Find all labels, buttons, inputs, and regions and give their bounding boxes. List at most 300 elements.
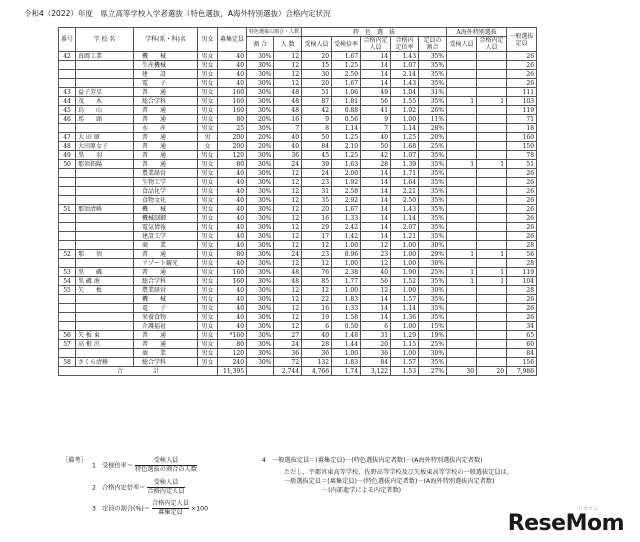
note2-label: 2 合格内定倍率＝	[92, 484, 146, 492]
row-count: 48	[274, 88, 302, 97]
row-ov-applicants	[447, 241, 477, 250]
row-pass-rate: 1.52	[391, 277, 419, 286]
header-school: 学 校 名	[76, 28, 134, 52]
row-gender: 男	[198, 133, 218, 142]
row-cap-ratio: 29%	[419, 250, 447, 259]
row-passed: 14	[361, 196, 391, 205]
row-capacity: 80	[218, 160, 247, 169]
row-ov-passed	[477, 295, 507, 304]
row-school: 矢 板	[76, 286, 134, 295]
row-dept: 生産機械	[134, 61, 198, 70]
table-row	[59, 331, 537, 340]
row-applicants: 23	[302, 178, 332, 187]
row-rate: 1.25	[332, 61, 361, 70]
row-rate: 0.96	[332, 250, 361, 259]
note3-fraction	[152, 500, 189, 517]
row-no	[59, 223, 76, 232]
table-row	[59, 358, 537, 367]
row-count: 12	[274, 313, 302, 322]
row-dept: 普 通	[134, 133, 198, 142]
table-row	[59, 277, 537, 286]
row-count: 12	[274, 79, 302, 88]
row-gender: 男女	[198, 322, 218, 331]
row-school: 益子芳星	[76, 88, 134, 97]
row-school	[76, 79, 134, 88]
row-dept: 電 子	[134, 304, 198, 313]
row-general: 26	[507, 169, 537, 178]
row-pass-rate: 1.00	[391, 322, 419, 331]
row-ov-applicants	[447, 70, 477, 79]
row-ov-passed	[477, 358, 507, 367]
row-ov-applicants	[447, 349, 477, 358]
row-no: 44	[59, 97, 76, 106]
row-no: 53	[59, 268, 76, 277]
row-passed: 12	[361, 259, 391, 268]
row-gender: 男女	[198, 151, 218, 160]
row-general: 104	[507, 277, 537, 286]
row-general: 28	[507, 241, 537, 250]
table-row	[59, 178, 537, 187]
row-ratio: 30%	[247, 232, 274, 241]
row-rate: 1.67	[332, 52, 361, 61]
table-row	[59, 196, 537, 205]
row-rate: 2.92	[332, 196, 361, 205]
row-general: 26	[507, 196, 537, 205]
row-general: 26	[507, 70, 537, 79]
row-rate: 1.14	[332, 124, 361, 133]
row-no	[59, 214, 76, 223]
row-dept: 普 通	[134, 331, 198, 340]
row-ov-passed	[477, 196, 507, 205]
row-capacity: 200	[218, 133, 247, 142]
row-ov-passed	[477, 169, 507, 178]
row-ov-passed	[477, 61, 507, 70]
row-ov-passed	[477, 187, 507, 196]
row-rate: 1.42	[332, 232, 361, 241]
row-cap-ratio: 35%	[419, 277, 447, 286]
row-general: 56	[507, 250, 537, 259]
row-applicants: 50	[302, 133, 332, 142]
row-no	[59, 124, 76, 133]
row-pass-rate: 1.02	[391, 106, 419, 115]
row-passed: 6	[361, 322, 391, 331]
row-gender: 男女	[198, 250, 218, 259]
row-gender: 男女	[198, 214, 218, 223]
row-ratio: 30%	[247, 322, 274, 331]
row-ov-applicants	[447, 106, 477, 115]
row-cap-ratio: 35%	[419, 214, 447, 223]
row-ratio: 30%	[247, 250, 274, 259]
note1-bottom: 特色選抜の割合の人数	[135, 466, 197, 473]
row-count: 36	[274, 151, 302, 160]
header-applicants: 受検人員	[302, 37, 332, 52]
row-count: 24	[274, 340, 302, 349]
row-pass-rate: 1.90	[391, 268, 419, 277]
row-count: 48	[274, 277, 302, 286]
row-ov-passed: 1	[477, 277, 507, 286]
row-school	[76, 124, 134, 133]
resemom-logo: ReseMom	[507, 511, 624, 536]
row-pass-rate: 1.00	[391, 349, 419, 358]
header-rate: 受検倍率	[332, 37, 361, 52]
row-school: 矢 板 東	[76, 331, 134, 340]
row-dept: 食物文化	[134, 196, 198, 205]
row-applicants: 36	[302, 349, 332, 358]
row-count: 48	[274, 268, 302, 277]
row-capacity: 40	[218, 196, 247, 205]
row-school	[76, 313, 134, 322]
row-gender: 男女	[198, 268, 218, 277]
row-general: 26	[507, 205, 537, 214]
row-school: 高 根 沢	[76, 340, 134, 349]
row-general: 78	[507, 151, 537, 160]
row-school	[76, 223, 134, 232]
row-capacity: 40	[218, 61, 247, 70]
row-ov-applicants	[447, 133, 477, 142]
row-count: 24	[274, 250, 302, 259]
row-dept: 建 設	[134, 70, 198, 79]
row-ratio: 20%	[247, 115, 274, 124]
row-ov-applicants	[447, 340, 477, 349]
row-passed: 56	[361, 97, 391, 106]
row-pass-rate: 1.29	[391, 331, 419, 340]
row-school: 黒 磯 南	[76, 277, 134, 286]
row-gender: 男女	[198, 61, 218, 70]
header-count: 人 数	[274, 37, 302, 52]
row-ov-applicants	[447, 151, 477, 160]
row-ov-passed	[477, 79, 507, 88]
row-ratio: 30%	[247, 97, 274, 106]
row-ov-passed	[477, 313, 507, 322]
row-gender: 男女	[198, 286, 218, 295]
row-gender: 男女	[198, 124, 218, 133]
header-ratio: 割 合	[247, 37, 274, 52]
note1-top: 受検人員	[135, 457, 197, 466]
row-capacity: 40	[218, 178, 247, 187]
note4-line4: －(内部進学による内定者数)	[322, 487, 402, 494]
row-ov-applicants	[447, 88, 477, 97]
header-dept: 学科(系・科)名	[134, 28, 198, 52]
table-row	[59, 295, 537, 304]
row-passed: 20	[361, 340, 391, 349]
table-row	[59, 286, 537, 295]
row-applicants: 19	[302, 313, 332, 322]
row-pass-rate: 2.21	[391, 187, 419, 196]
row-ratio: 30%	[247, 304, 274, 313]
row-ov-passed	[477, 124, 507, 133]
row-ov-passed: 1	[477, 250, 507, 259]
row-passed: 14	[361, 232, 391, 241]
row-rate: 1.63	[332, 160, 361, 169]
row-no	[59, 196, 76, 205]
total-ratio	[247, 367, 274, 376]
row-pass-rate: 1.64	[391, 178, 419, 187]
row-ov-passed	[477, 349, 507, 358]
row-no	[59, 70, 76, 79]
note2-fraction	[147, 479, 184, 496]
row-gender: 男女	[198, 115, 218, 124]
row-count: 7	[274, 124, 302, 133]
row-ov-applicants	[447, 286, 477, 295]
header-pass-rate: 合格内定倍率	[391, 37, 419, 52]
row-gender: 男女	[198, 349, 218, 358]
row-cap-ratio: 28%	[419, 124, 447, 133]
row-ov-applicants	[447, 79, 477, 88]
row-rate: 2.42	[332, 223, 361, 232]
row-ov-applicants	[447, 196, 477, 205]
row-count: 12	[274, 52, 302, 61]
total-ov-applicants: 30	[447, 367, 477, 376]
row-cap-ratio: 35%	[419, 205, 447, 214]
row-dept: 普 通	[134, 142, 198, 151]
row-count: 12	[274, 241, 302, 250]
row-school: 大 田 原	[76, 133, 134, 142]
row-cap-ratio: 35%	[419, 169, 447, 178]
row-ratio: 20%	[247, 142, 274, 151]
row-applicants: 20	[302, 79, 332, 88]
row-ratio: 30%	[247, 70, 274, 79]
row-ov-applicants	[447, 295, 477, 304]
row-ratio: 30%	[247, 313, 274, 322]
row-school	[76, 61, 134, 70]
row-ov-passed	[477, 88, 507, 97]
row-passed: 14	[361, 79, 391, 88]
row-general: 26	[507, 79, 537, 88]
row-general: 18	[507, 124, 537, 133]
row-capacity: 40	[218, 70, 247, 79]
row-passed: 31	[361, 331, 391, 340]
row-ov-applicants	[447, 223, 477, 232]
row-general: 26	[507, 232, 537, 241]
row-capacity: 160	[218, 277, 247, 286]
row-school	[76, 187, 134, 196]
row-no: 58	[59, 358, 76, 367]
row-ov-applicants	[447, 214, 477, 223]
row-no: 52	[59, 250, 76, 259]
table-row	[59, 349, 537, 358]
row-applicants: 28	[302, 340, 332, 349]
row-ov-applicants	[447, 187, 477, 196]
row-general: 150	[507, 142, 537, 151]
row-ratio: 30%	[247, 268, 274, 277]
row-rate: 2.50	[332, 70, 361, 79]
row-rate: 1.33	[332, 214, 361, 223]
header-ov-passed: 合格内定人員	[477, 37, 507, 52]
row-no: 46	[59, 115, 76, 124]
table-row	[59, 340, 537, 349]
row-pass-rate: 1.43	[391, 52, 419, 61]
row-general: 34	[507, 322, 537, 331]
row-capacity: *160	[218, 331, 247, 340]
row-passed: 50	[361, 142, 391, 151]
row-general: 26	[507, 304, 537, 313]
row-passed: 14	[361, 178, 391, 187]
header-capacity: 募集定員	[218, 28, 247, 52]
row-general: 71	[507, 115, 537, 124]
row-dept: 普 通	[134, 160, 198, 169]
row-no	[59, 349, 76, 358]
row-rate: 1.83	[332, 295, 361, 304]
row-no: 57	[59, 340, 76, 349]
row-cap-ratio: 26%	[419, 106, 447, 115]
row-gender: 男女	[198, 277, 218, 286]
row-gender: 女	[198, 142, 218, 151]
row-rate: 2.00	[332, 169, 361, 178]
row-cap-ratio: 35%	[419, 313, 447, 322]
row-ov-applicants: 1	[447, 268, 477, 277]
row-cap-ratio: 35%	[419, 160, 447, 169]
row-school: 大田原女子	[76, 142, 134, 151]
row-rate: 1.44	[332, 340, 361, 349]
row-school	[76, 214, 134, 223]
row-ov-applicants	[447, 52, 477, 61]
total-general: 7,986	[507, 367, 537, 376]
row-capacity: 40	[218, 223, 247, 232]
row-applicants: 12	[302, 286, 332, 295]
row-count: 12	[274, 214, 302, 223]
row-dept: 普 通	[134, 340, 198, 349]
row-cap-ratio: 35%	[419, 232, 447, 241]
row-pass-rate: 1.36	[391, 313, 419, 322]
row-pass-rate: 1.00	[391, 241, 419, 250]
row-ratio: 30%	[247, 259, 274, 268]
row-gender: 男女	[198, 313, 218, 322]
row-gender: 男女	[198, 88, 218, 97]
row-count: 24	[274, 160, 302, 169]
row-ov-passed	[477, 340, 507, 349]
table-row	[59, 259, 537, 268]
row-school: 茂 木	[76, 97, 134, 106]
header-no: 番号	[59, 28, 76, 52]
row-general: 26	[507, 61, 537, 70]
row-capacity: 80	[218, 250, 247, 259]
row-school: 那須拓陽	[76, 160, 134, 169]
row-school	[76, 349, 134, 358]
row-cap-ratio: 35%	[419, 187, 447, 196]
row-ratio: 30%	[247, 295, 274, 304]
row-passed: 14	[361, 295, 391, 304]
row-ov-applicants	[447, 169, 477, 178]
row-no	[59, 322, 76, 331]
row-pass-rate: 1.57	[391, 358, 419, 367]
row-dept: 農業経営	[134, 286, 198, 295]
table-row	[59, 133, 537, 142]
row-pass-rate: 1.21	[391, 232, 419, 241]
row-school	[76, 232, 134, 241]
row-ov-applicants: 1	[447, 97, 477, 106]
row-general: 26	[507, 178, 537, 187]
row-ov-passed	[477, 223, 507, 232]
row-applicants: 51	[302, 88, 332, 97]
row-pass-rate: 1.71	[391, 169, 419, 178]
row-school: 那 須	[76, 250, 134, 259]
row-general: 51	[507, 160, 537, 169]
page-title: 令和4（2022）年度 県立高等学校入学者選抜（特色選抜，A海外特別選抜）合格内定状況	[24, 9, 331, 18]
row-capacity: 120	[218, 151, 247, 160]
note3-label: 3 定員の割合(%)＝	[92, 505, 150, 513]
table-row	[59, 160, 537, 169]
row-applicants: 87	[302, 97, 332, 106]
row-pass-rate: 1.14	[391, 124, 419, 133]
row-ov-applicants: 1	[447, 250, 477, 259]
row-ov-applicants: 1	[447, 160, 477, 169]
row-gender: 男女	[198, 241, 218, 250]
row-capacity: 40	[218, 214, 247, 223]
row-ov-passed	[477, 322, 507, 331]
row-cap-ratio: 35%	[419, 52, 447, 61]
row-ov-passed	[477, 133, 507, 142]
row-no	[59, 259, 76, 268]
row-general: 60	[507, 340, 537, 349]
table-row	[59, 124, 537, 133]
row-dept: 普 通	[134, 250, 198, 259]
row-cap-ratio: 35%	[419, 79, 447, 88]
row-count: 12	[274, 187, 302, 196]
row-dept: リゾート観光	[134, 259, 198, 268]
header-ov-applicants: 受検人員	[447, 37, 477, 52]
table-body	[59, 52, 537, 367]
row-cap-ratio: 25%	[419, 340, 447, 349]
row-capacity: 160	[218, 88, 247, 97]
row-gender: 男女	[198, 232, 218, 241]
table-row	[59, 313, 537, 322]
row-pass-rate: 1.00	[391, 259, 419, 268]
row-rate: 1.25	[332, 151, 361, 160]
row-passed: 14	[361, 313, 391, 322]
row-pass-rate: 1.25	[391, 133, 419, 142]
row-ratio: 30%	[247, 223, 274, 232]
table-row	[59, 142, 537, 151]
row-passed: 14	[361, 223, 391, 232]
row-rate: 1.83	[332, 358, 361, 367]
note4-line2: ただし，宇都宮東高等学校，佐野高等学校及び矢板東高等学校の一般選抜定員は，	[284, 469, 513, 476]
row-gender: 男女	[198, 106, 218, 115]
row-passed: 42	[361, 151, 391, 160]
row-no: 51	[59, 205, 76, 214]
row-gender: 男女	[198, 259, 218, 268]
row-rate: 1.00	[332, 286, 361, 295]
row-capacity: 160	[218, 106, 247, 115]
row-school: 馬 頭	[76, 115, 134, 124]
total-ov-passed: 20	[477, 367, 507, 376]
header-tokushoku-ratio: 特色選抜の割合・人数	[247, 28, 302, 37]
row-dept: 電 子	[134, 79, 198, 88]
row-ov-passed: 1	[477, 268, 507, 277]
row-dept: 食品化学	[134, 187, 198, 196]
row-cap-ratio: 25%	[419, 268, 447, 277]
row-cap-ratio: 25%	[419, 142, 447, 151]
row-passed: 23	[361, 250, 391, 259]
row-dept: 生物工学	[134, 178, 198, 187]
row-capacity: 40	[218, 241, 247, 250]
total-rate: 1.74	[332, 367, 361, 376]
row-pass-rate: 1.55	[391, 97, 419, 106]
row-cap-ratio: 30%	[419, 241, 447, 250]
row-dept: 普 通	[134, 268, 198, 277]
row-applicants: 35	[302, 196, 332, 205]
row-no	[59, 178, 76, 187]
total-capacity: 11,395	[218, 367, 247, 376]
row-dept: 機械制御	[134, 214, 198, 223]
row-ratio: 30%	[247, 160, 274, 169]
table-row	[59, 205, 537, 214]
row-no: 54	[59, 277, 76, 286]
row-count: 16	[274, 115, 302, 124]
row-ov-passed	[477, 151, 507, 160]
header-overseas: A海外特別選抜	[447, 28, 507, 37]
row-count: 40	[274, 133, 302, 142]
row-cap-ratio: 35%	[419, 304, 447, 313]
